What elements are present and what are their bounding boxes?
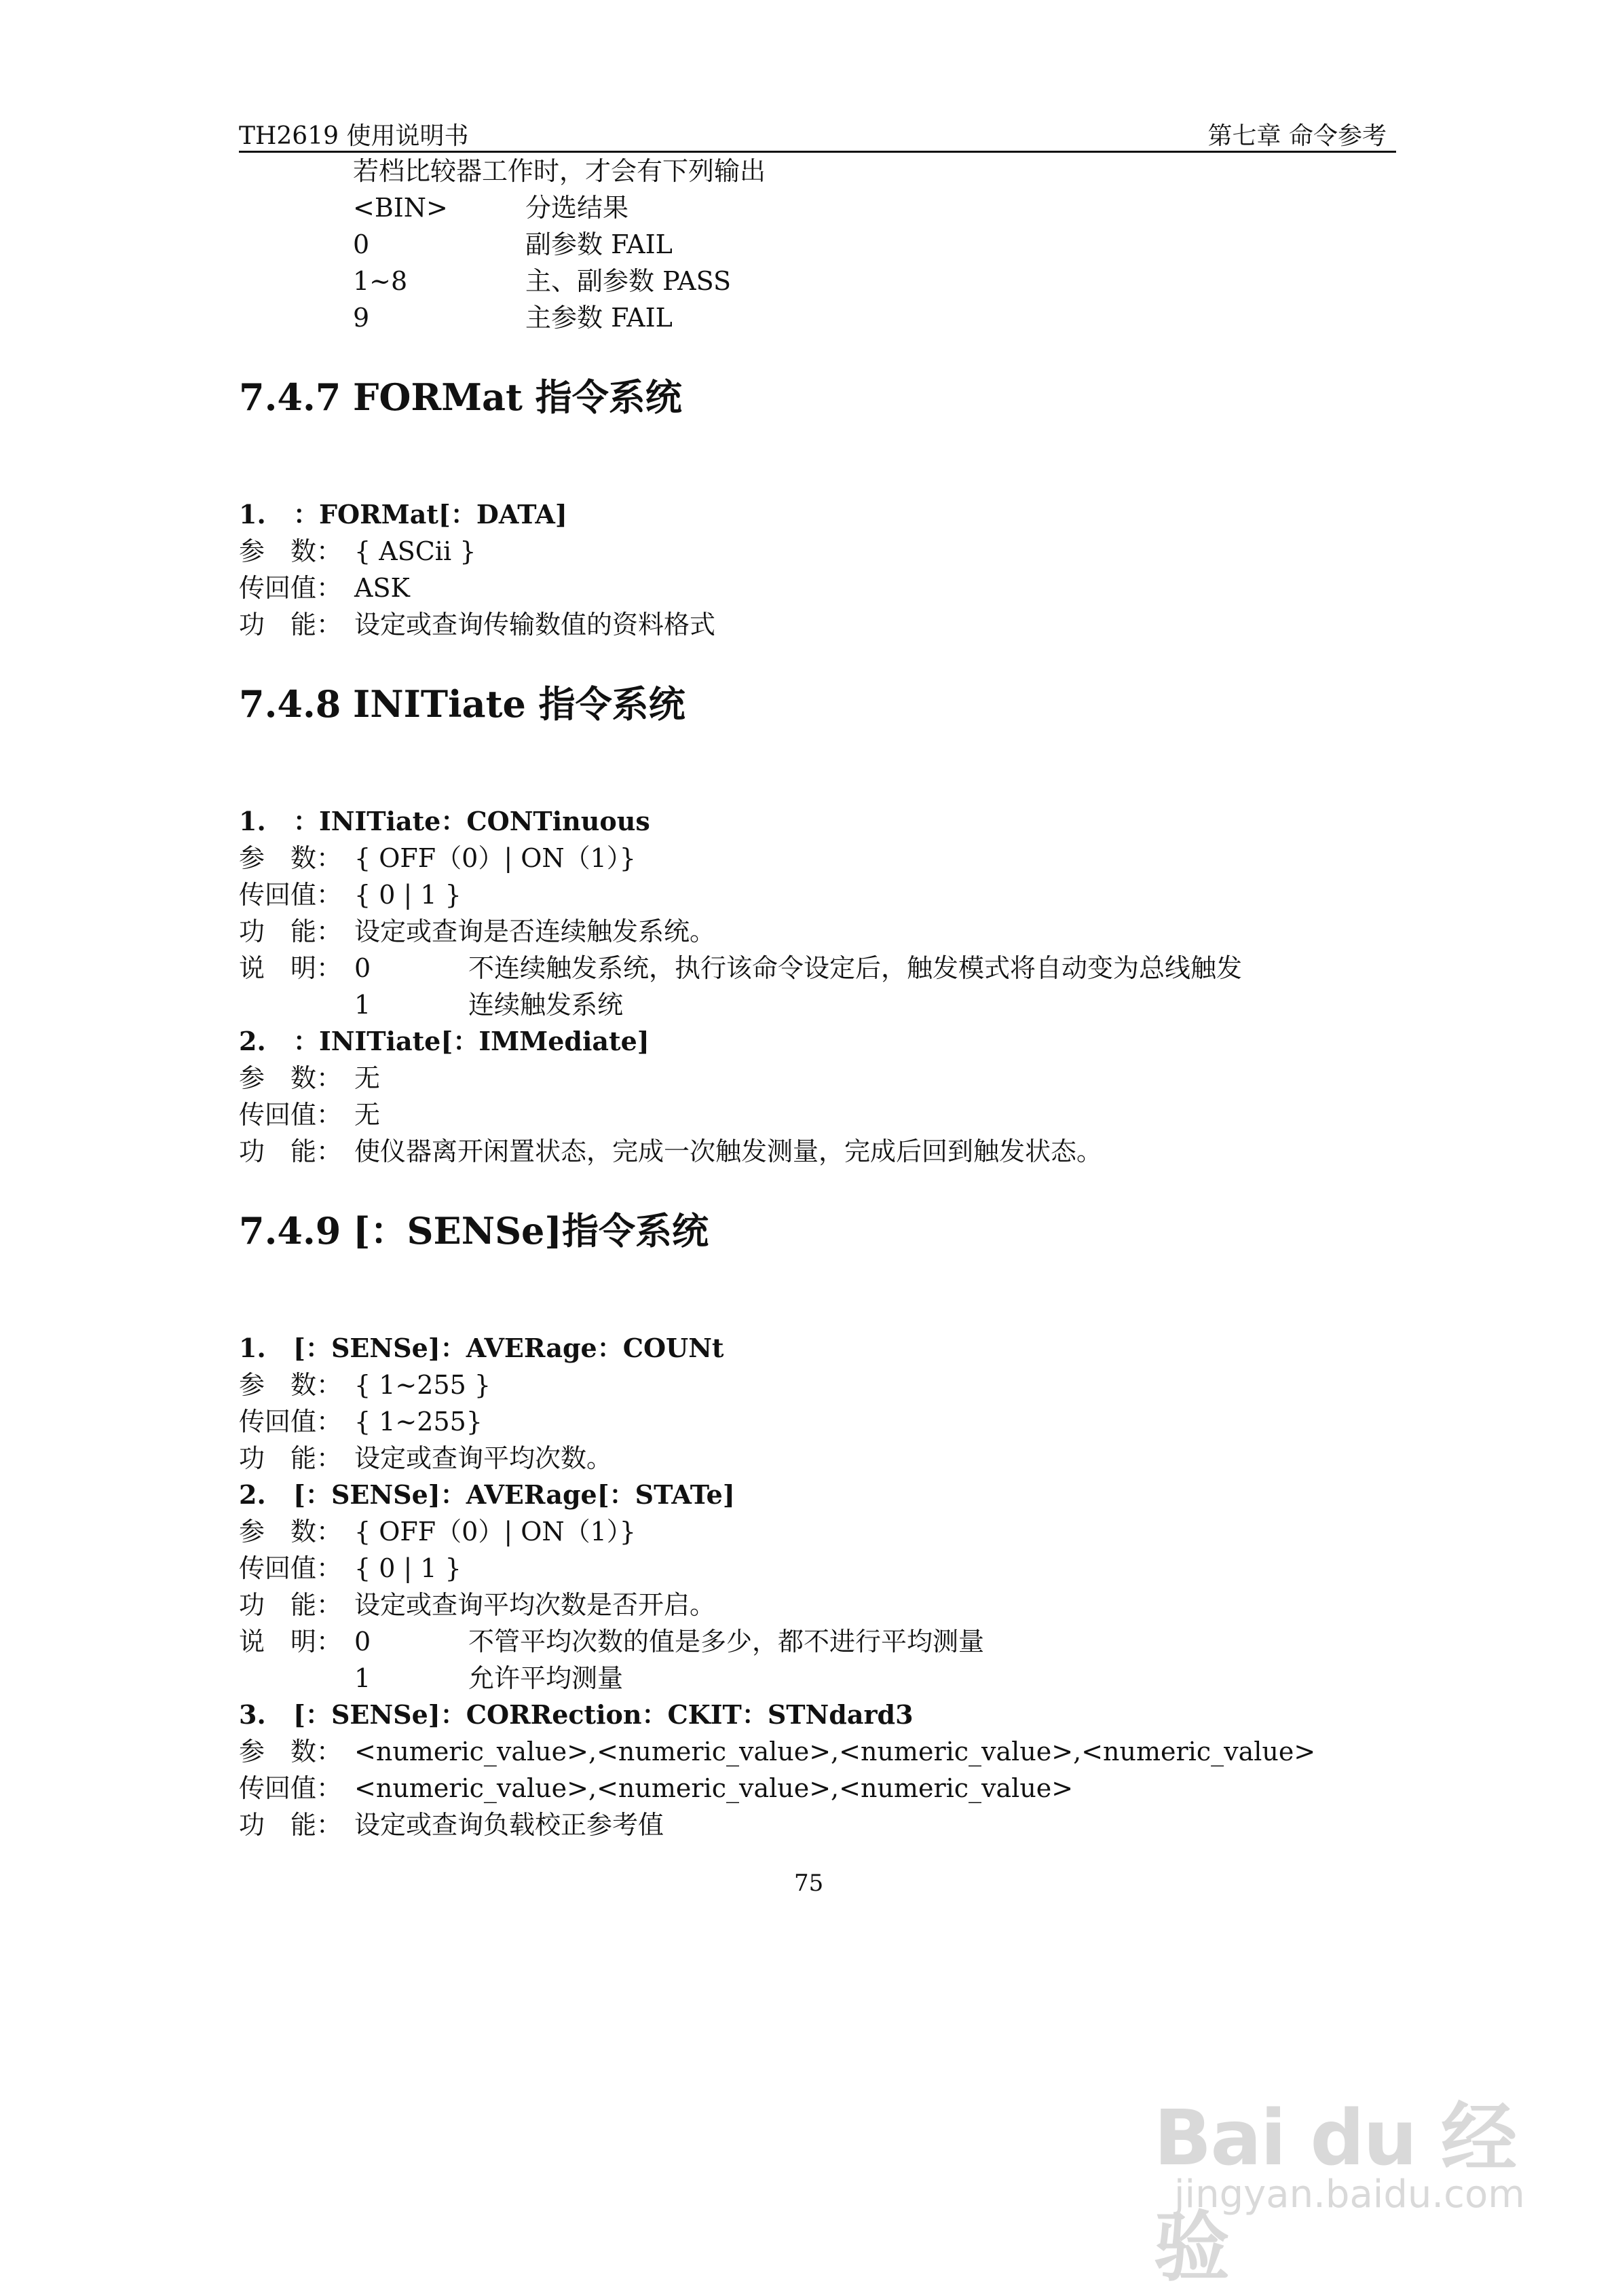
- description-code: 1: [354, 1663, 371, 1693]
- section-number: 7.4.8: [239, 682, 341, 726]
- command-heading: [239, 1332, 724, 1365]
- bin-header-desc: 分选结果: [525, 193, 629, 223]
- command-number: 3.: [239, 1699, 266, 1730]
- return-label: 传回值：: [239, 1407, 343, 1437]
- param-line: [239, 1369, 491, 1401]
- page-number: 75: [794, 1870, 824, 1897]
- description-line: [239, 1625, 371, 1658]
- bin-row-desc: 主、副参数 PASS: [525, 266, 731, 296]
- function-label: 功 能：: [239, 1810, 343, 1840]
- return-label: 传回值：: [239, 1100, 343, 1130]
- return-value: { 0 | 1 }: [354, 880, 462, 910]
- param-label: 参 数：: [239, 1370, 343, 1400]
- command-heading: [239, 498, 567, 531]
- bin-row-desc: 副参数 FAIL: [525, 229, 673, 259]
- command-heading: [239, 1479, 735, 1511]
- param-value: 无: [354, 1063, 381, 1093]
- param-value: { ASCii }: [354, 536, 476, 566]
- return-line: [239, 1098, 380, 1131]
- return-line: [239, 1552, 462, 1585]
- description-code: 0: [354, 953, 371, 983]
- param-value: { OFF（0）| ON（1）}: [354, 1517, 636, 1547]
- return-label: 传回值：: [239, 1553, 343, 1583]
- return-value: { 1~255}: [354, 1407, 483, 1437]
- param-value: { OFF（0）| ON（1）}: [354, 843, 636, 873]
- return-line: [239, 572, 410, 604]
- param-label: 参 数：: [239, 1517, 343, 1547]
- function-line: [239, 608, 715, 641]
- function-label: 功 能：: [239, 610, 343, 640]
- section-number: 7.4.7: [239, 375, 341, 419]
- function-line: [239, 1809, 664, 1841]
- command-number: 2.: [239, 1026, 266, 1056]
- description-text: 不连续触发系统，执行该命令设定后，触发模式将自动变为总线触发: [468, 953, 1243, 983]
- function-label: 功 能：: [239, 916, 343, 946]
- description-text: 允许平均测量: [468, 1663, 624, 1693]
- param-line: [239, 535, 476, 568]
- param-label: 参 数：: [239, 1063, 343, 1093]
- command-syntax: [：SENSe]：AVERage[：STATe]: [293, 1479, 735, 1510]
- command-heading: [239, 1699, 914, 1731]
- function-value: 设定或查询平均次数。: [354, 1443, 613, 1473]
- command-syntax: ：INITiate[：IMMediate]: [293, 1026, 650, 1056]
- watermark-brand: Bai du 经验: [1154, 2094, 1516, 2292]
- function-value: 设定或查询平均次数是否开启。: [354, 1590, 716, 1620]
- description-text: 不管平均次数的值是多少，都不进行平均测量: [468, 1627, 985, 1656]
- description-code: 0: [354, 1627, 371, 1656]
- section-title: INITiate 指令系统: [353, 682, 685, 726]
- bin-row-code: 9: [353, 303, 370, 333]
- function-label: 功 能：: [239, 1443, 343, 1473]
- param-label: 参 数：: [239, 1737, 343, 1766]
- description-line: [239, 952, 371, 984]
- return-label: 传回值：: [239, 880, 343, 910]
- bin-header-code: <BIN>: [353, 193, 448, 223]
- return-line: [239, 1772, 1073, 1804]
- description-text: 连续触发系统: [468, 990, 624, 1020]
- page-header: [239, 113, 1396, 153]
- function-value: 设定或查询传输数值的资料格式: [354, 610, 716, 640]
- command-syntax: [：SENSe]：CORRection：CKIT：STNdard3: [293, 1699, 914, 1730]
- function-line: [239, 1589, 715, 1621]
- return-value: ASK: [354, 573, 410, 603]
- baidu-watermark: [1147, 2037, 1527, 2292]
- function-line: [239, 915, 715, 948]
- function-label: 功 能：: [239, 1136, 343, 1166]
- return-value: { 0 | 1 }: [354, 1553, 462, 1583]
- bin-row-code: 0: [353, 229, 370, 259]
- command-syntax: ：FORMat[：DATA]: [293, 499, 567, 530]
- function-line: [239, 1135, 1102, 1168]
- section-number: 7.4.9: [239, 1209, 341, 1253]
- command-heading: [239, 805, 650, 838]
- function-value: 设定或查询负载校正参考值: [354, 1810, 664, 1840]
- function-value: 使仪器离开闲置状态，完成一次触发测量，完成后回到触发状态。: [354, 1136, 1103, 1166]
- header-chapter: 第七章 命令参考: [1207, 122, 1387, 150]
- return-label: 传回值：: [239, 573, 343, 603]
- param-value: { 1~255 }: [354, 1370, 491, 1400]
- function-value: 设定或查询是否连续触发系统。: [354, 916, 716, 946]
- return-label: 传回值：: [239, 1773, 343, 1803]
- intro-line: 若档比较器工作时，才会有下列输出: [353, 156, 766, 186]
- section-heading-748: [239, 682, 685, 726]
- description-label: 说 明：: [239, 1627, 343, 1656]
- command-number: 1.: [239, 806, 266, 836]
- command-number: 1.: [239, 499, 266, 530]
- function-line: [239, 1442, 612, 1475]
- command-heading: [239, 1025, 650, 1058]
- return-line: [239, 878, 462, 911]
- description-code: 1: [354, 990, 371, 1020]
- param-line: [239, 1062, 380, 1094]
- bin-row-code: 1~8: [353, 266, 408, 296]
- command-number: 2.: [239, 1479, 266, 1510]
- param-label: 参 数：: [239, 843, 343, 873]
- description-label: 说 明：: [239, 953, 343, 983]
- param-line: [239, 1515, 636, 1548]
- section-title: FORMat 指令系统: [353, 375, 682, 419]
- command-syntax: ：INITiate：CONTinuous: [293, 806, 650, 836]
- section-heading-749: [239, 1208, 709, 1253]
- function-label: 功 能：: [239, 1590, 343, 1620]
- command-number: 1.: [239, 1333, 266, 1363]
- param-label: 参 数：: [239, 536, 343, 566]
- header-doc-title: TH2619 使用说明书: [239, 122, 469, 150]
- section-title: [：SENSe]指令系统: [353, 1209, 709, 1253]
- return-line: [239, 1405, 483, 1438]
- return-value: 无: [354, 1100, 381, 1130]
- param-value: <numeric_value>,<numeric_value>,<numeric_value>,<numeric_value>: [354, 1737, 1316, 1766]
- bin-row-desc: 主参数 FAIL: [525, 303, 673, 333]
- command-syntax: [：SENSe]：AVERage：COUNt: [293, 1333, 724, 1363]
- return-value: <numeric_value>,<numeric_value>,<numeric_value>: [354, 1773, 1074, 1803]
- param-line: [239, 842, 636, 874]
- section-heading-747: [239, 375, 682, 420]
- param-line: [239, 1735, 1315, 1768]
- watermark-site: jingyan.baidu.com: [1174, 2172, 1525, 2217]
